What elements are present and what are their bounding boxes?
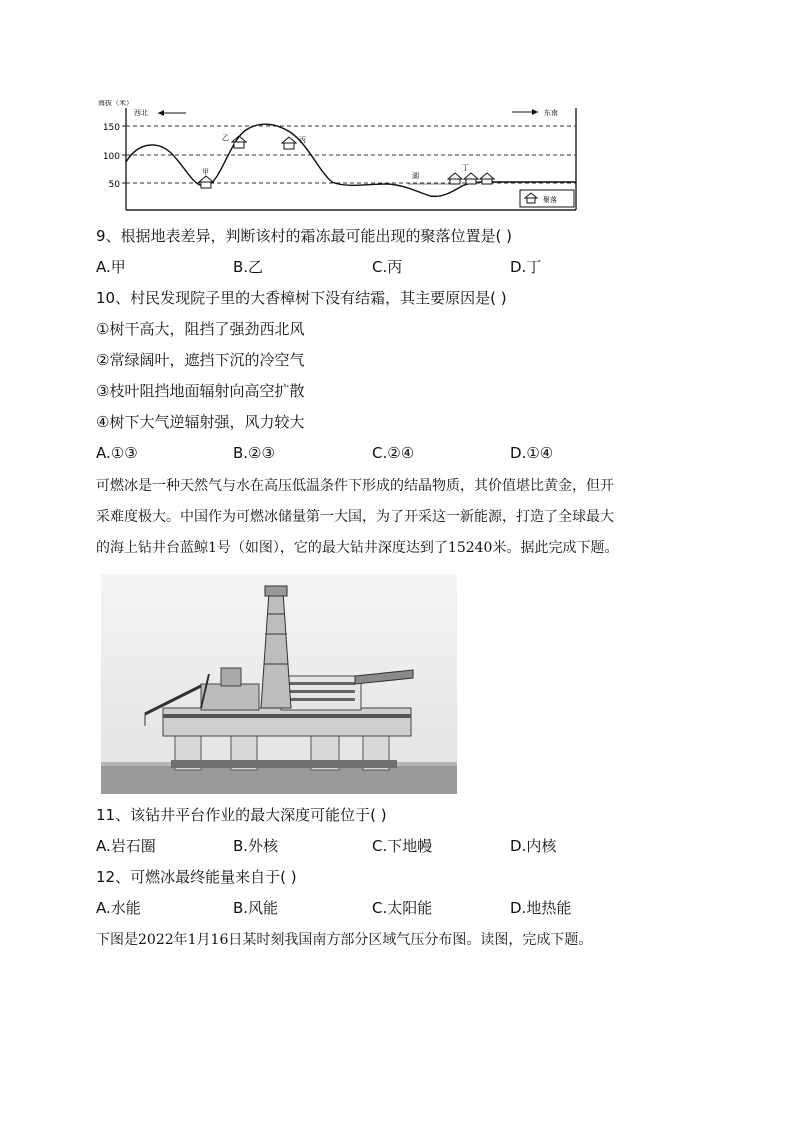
q9-option-d: D.丁 bbox=[510, 258, 542, 276]
passage-2: 下图是2022年1月16日某时刻我国南方部分区域气压分布图。读图，完成下题。 bbox=[96, 932, 593, 948]
question-9-stem: 9、根据地表差异，判断该村的霜冻最可能出现的聚落位置是( ) bbox=[96, 227, 513, 245]
q10-option-a: A.①③ bbox=[96, 444, 138, 462]
y-axis-title: 海拔（米） bbox=[98, 100, 133, 107]
q10-item-3: ③枝叶阻挡地面辐射向高空扩散 bbox=[96, 382, 305, 400]
q9-option-a: A.甲 bbox=[96, 258, 126, 276]
label-bing: 丙 bbox=[299, 136, 306, 144]
terrain-curve bbox=[126, 124, 576, 196]
terrain-profile-figure bbox=[96, 100, 586, 212]
q11-option-b: B.外核 bbox=[233, 837, 279, 855]
settlement-jia-icon bbox=[199, 176, 213, 188]
q11-option-a: A.岩石圈 bbox=[96, 837, 156, 855]
label-jia: 甲 bbox=[202, 168, 209, 176]
q9-option-b: B.乙 bbox=[233, 258, 264, 276]
q11-option-c: C.下地幔 bbox=[372, 837, 433, 855]
q11-option-d: D.内核 bbox=[510, 837, 557, 855]
q10-item-2: ②常绿阔叶，遮挡下沉的冷空气 bbox=[96, 351, 305, 369]
label-yi: 乙 bbox=[222, 134, 229, 142]
question-12-stem: 12、可燃冰最终能量来自于( ) bbox=[96, 868, 297, 886]
passage-line-1: 可燃冰是一种天然气与水在高压低温条件下形成的结晶物质，其价值堪比黄金，但开 bbox=[96, 478, 614, 494]
passage-line-3: 的海上钻井台蓝鲸1号（如图），它的最大钻井深度达到了15240米。据此完成下题。 bbox=[96, 540, 619, 556]
question-11-stem: 11、该钻井平台作业的最大深度可能位于( ) bbox=[96, 806, 387, 824]
legend-label: 聚落 bbox=[543, 196, 557, 204]
passage-line-2: 采难度极大。中国作为可燃冰储量第一大国，为了开采这一新能源，打造了全球最大 bbox=[96, 509, 614, 525]
direction-southeast: 东南 bbox=[544, 109, 558, 117]
settlement-ding-icon bbox=[448, 173, 494, 184]
arrow-left-icon bbox=[158, 110, 186, 116]
q12-option-b: B.风能 bbox=[233, 899, 279, 917]
q10-option-d: D.①④ bbox=[510, 444, 554, 462]
q10-option-b: B.②③ bbox=[233, 444, 275, 462]
q10-item-4: ④树下大气逆辐射强，风力较大 bbox=[96, 413, 305, 431]
q12-option-c: C.太阳能 bbox=[372, 899, 433, 917]
lake-label: 湖 bbox=[412, 172, 419, 180]
q9-option-c: C.丙 bbox=[372, 258, 403, 276]
settlement-bing-icon bbox=[282, 137, 296, 149]
q12-option-d: D.地热能 bbox=[510, 899, 572, 917]
q12-option-a: A.水能 bbox=[96, 899, 141, 917]
drilling-platform-photo bbox=[101, 574, 457, 794]
y-tick-50: 50 bbox=[108, 180, 120, 190]
q10-option-c: C.②④ bbox=[372, 444, 415, 462]
question-10-stem: 10、村民发现院子里的大香樟树下没有结霜，其主要原因是( ) bbox=[96, 289, 507, 307]
y-tick-150: 150 bbox=[102, 123, 120, 133]
y-tick-100: 100 bbox=[102, 152, 120, 162]
label-ding: 丁 bbox=[462, 164, 469, 172]
q10-item-1: ①树干高大，阻挡了强劲西北风 bbox=[96, 320, 305, 338]
arrow-right-icon bbox=[512, 109, 538, 115]
direction-northwest: 西北 bbox=[134, 109, 148, 117]
